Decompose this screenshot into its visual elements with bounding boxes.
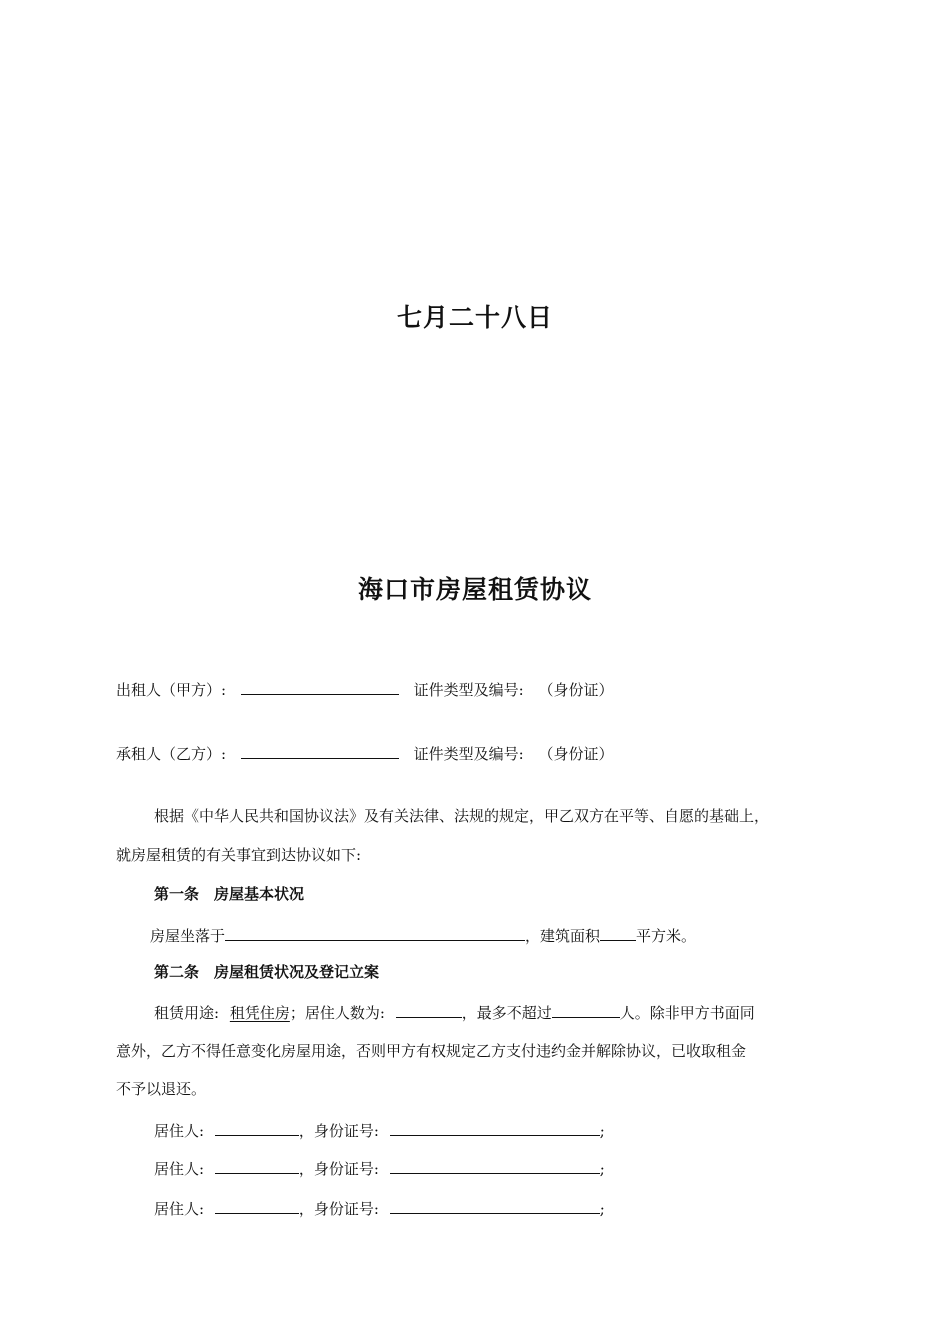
- preamble-line-2: 就房屋租赁的有关事宜到达协议如下:: [116, 846, 362, 864]
- area-unit: 平方米。: [636, 927, 697, 945]
- resident-label: 居住人:: [154, 1200, 205, 1218]
- resident-label: 居住人:: [154, 1160, 205, 1178]
- resident-id-field[interactable]: [390, 1119, 600, 1136]
- rental-use-value: 租凭住房: [229, 1004, 290, 1022]
- area-label: ，建筑面积: [525, 927, 601, 945]
- lessor-id-type: （身份证）: [538, 681, 614, 699]
- lessee-name-field[interactable]: [241, 742, 399, 759]
- line-end: ;: [599, 1160, 605, 1178]
- resident-name-field[interactable]: [215, 1197, 299, 1214]
- document-title: 海口市房屋租赁协议: [357, 575, 592, 604]
- max-residents-label: ，最多不超过: [461, 1004, 552, 1022]
- preamble-line-1: 根据《中华人民共和国协议法》及有关法律、法规的规定，甲乙双方在平等、自愿的基础上，: [154, 807, 770, 825]
- resident-line-2: [154, 1157, 605, 1179]
- line-end: ;: [599, 1122, 605, 1140]
- lessor-label: 出租人（甲方）:: [116, 681, 227, 699]
- resident-label: 居住人:: [154, 1122, 205, 1140]
- resident-count-field[interactable]: [396, 1001, 462, 1018]
- lessee-id-type: （身份证）: [538, 745, 614, 763]
- resident-id-label: ，身份证号:: [298, 1200, 379, 1218]
- lessor-name-field[interactable]: [241, 678, 399, 695]
- rental-use-line: [154, 1001, 755, 1023]
- property-location-line: [150, 924, 696, 946]
- resident-id-field[interactable]: [390, 1157, 600, 1174]
- lessee-label: 承租人（乙方）:: [116, 745, 227, 763]
- resident-name-field[interactable]: [215, 1119, 299, 1136]
- date-heading: 七月二十八日: [396, 303, 553, 332]
- article-1-heading: 第一条 房屋基本状况: [154, 885, 305, 903]
- lessee-id-label: 证件类型及编号:: [413, 745, 524, 763]
- location-prefix: 房屋坐落于: [150, 927, 226, 945]
- article-2-body-line-3: 不予以退还。: [116, 1080, 207, 1098]
- max-residents-suffix: 人。除非甲方书面同: [619, 1004, 755, 1022]
- rental-use-label: 租赁用途:: [154, 1004, 220, 1022]
- resident-name-field[interactable]: [215, 1157, 299, 1174]
- lessor-id-label: 证件类型及编号:: [413, 681, 524, 699]
- resident-id-field[interactable]: [390, 1197, 600, 1214]
- property-location-field[interactable]: [225, 924, 525, 941]
- article-2-heading: 第二条 房屋租赁状况及登记立案: [154, 963, 380, 981]
- max-residents-field[interactable]: [552, 1001, 620, 1018]
- lessor-line: [116, 678, 613, 700]
- lessee-line: [116, 742, 613, 764]
- line-end: ;: [599, 1200, 605, 1218]
- article-2-body-line-2: 意外，乙方不得任意变化房屋用途，否则甲方有权规定乙方支付违约金并解除协议，已收取租金: [116, 1042, 747, 1060]
- resident-id-label: ，身份证号:: [298, 1160, 379, 1178]
- resident-line-1: [154, 1119, 605, 1141]
- building-area-field[interactable]: [600, 924, 636, 941]
- resident-id-label: ，身份证号:: [298, 1122, 379, 1140]
- resident-line-3: [154, 1197, 605, 1219]
- resident-count-label: ；居住人数为:: [289, 1004, 385, 1022]
